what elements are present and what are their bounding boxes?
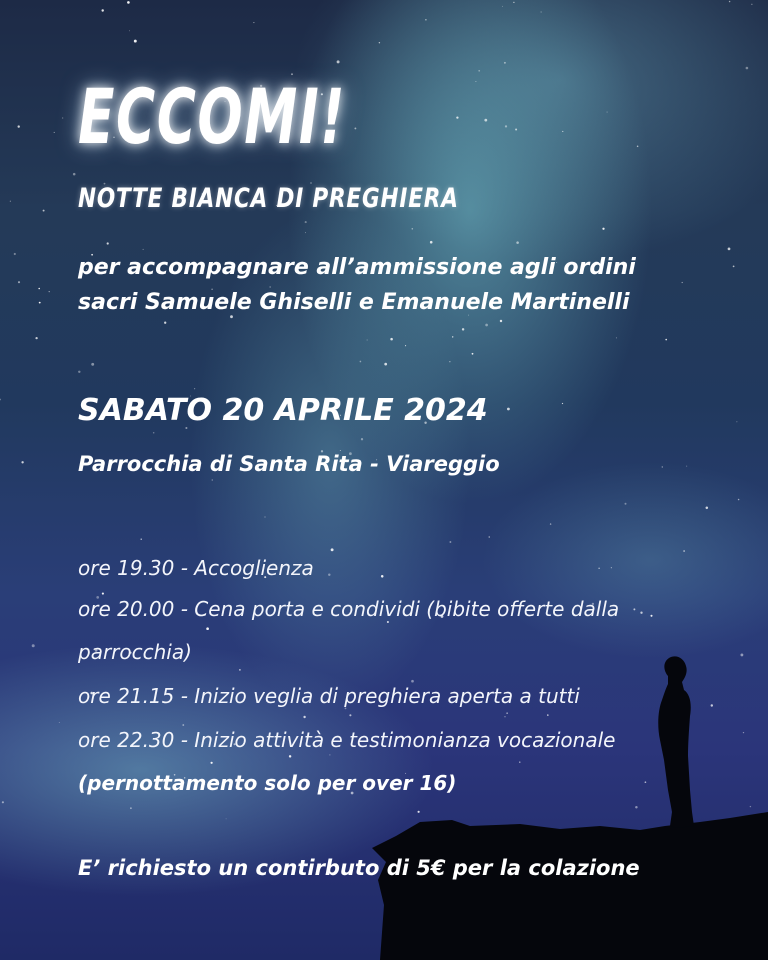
event-date: SABATO 20 APRILE 2024	[78, 393, 488, 428]
event-title: ECCOMI!	[78, 72, 347, 161]
schedule-item-veglia: ore 21.15 - Inizio veglia di preghiera aperta a tutti	[78, 684, 580, 708]
schedule-item-accoglienza: ore 19.30 - Accoglienza	[78, 556, 314, 580]
schedule-item-testimonianza: ore 22.30 - Inizio attività e testimonianza vocazionale	[78, 728, 616, 752]
overnight-note: (pernottamento solo per over 16)	[78, 771, 457, 795]
schedule-item-cena-continued: parrocchia)	[78, 640, 192, 664]
person-silhouette	[658, 656, 694, 828]
intro-line-1: per accompagnare all’ammissione agli ordini	[78, 255, 636, 280]
contribution-note: E’ richiesto un contirbuto di 5€ per la colazione	[78, 856, 640, 880]
event-subtitle: NOTTE BIANCA DI PREGHIERA	[78, 183, 459, 214]
intro-line-2: sacri Samuele Ghiselli e Emanuele Martinelli	[78, 290, 630, 315]
event-location: Parrocchia di Santa Rita - Viareggio	[78, 452, 500, 476]
schedule-item-cena: ore 20.00 - Cena porta e condividi (bibite offerte dalla	[78, 597, 620, 621]
